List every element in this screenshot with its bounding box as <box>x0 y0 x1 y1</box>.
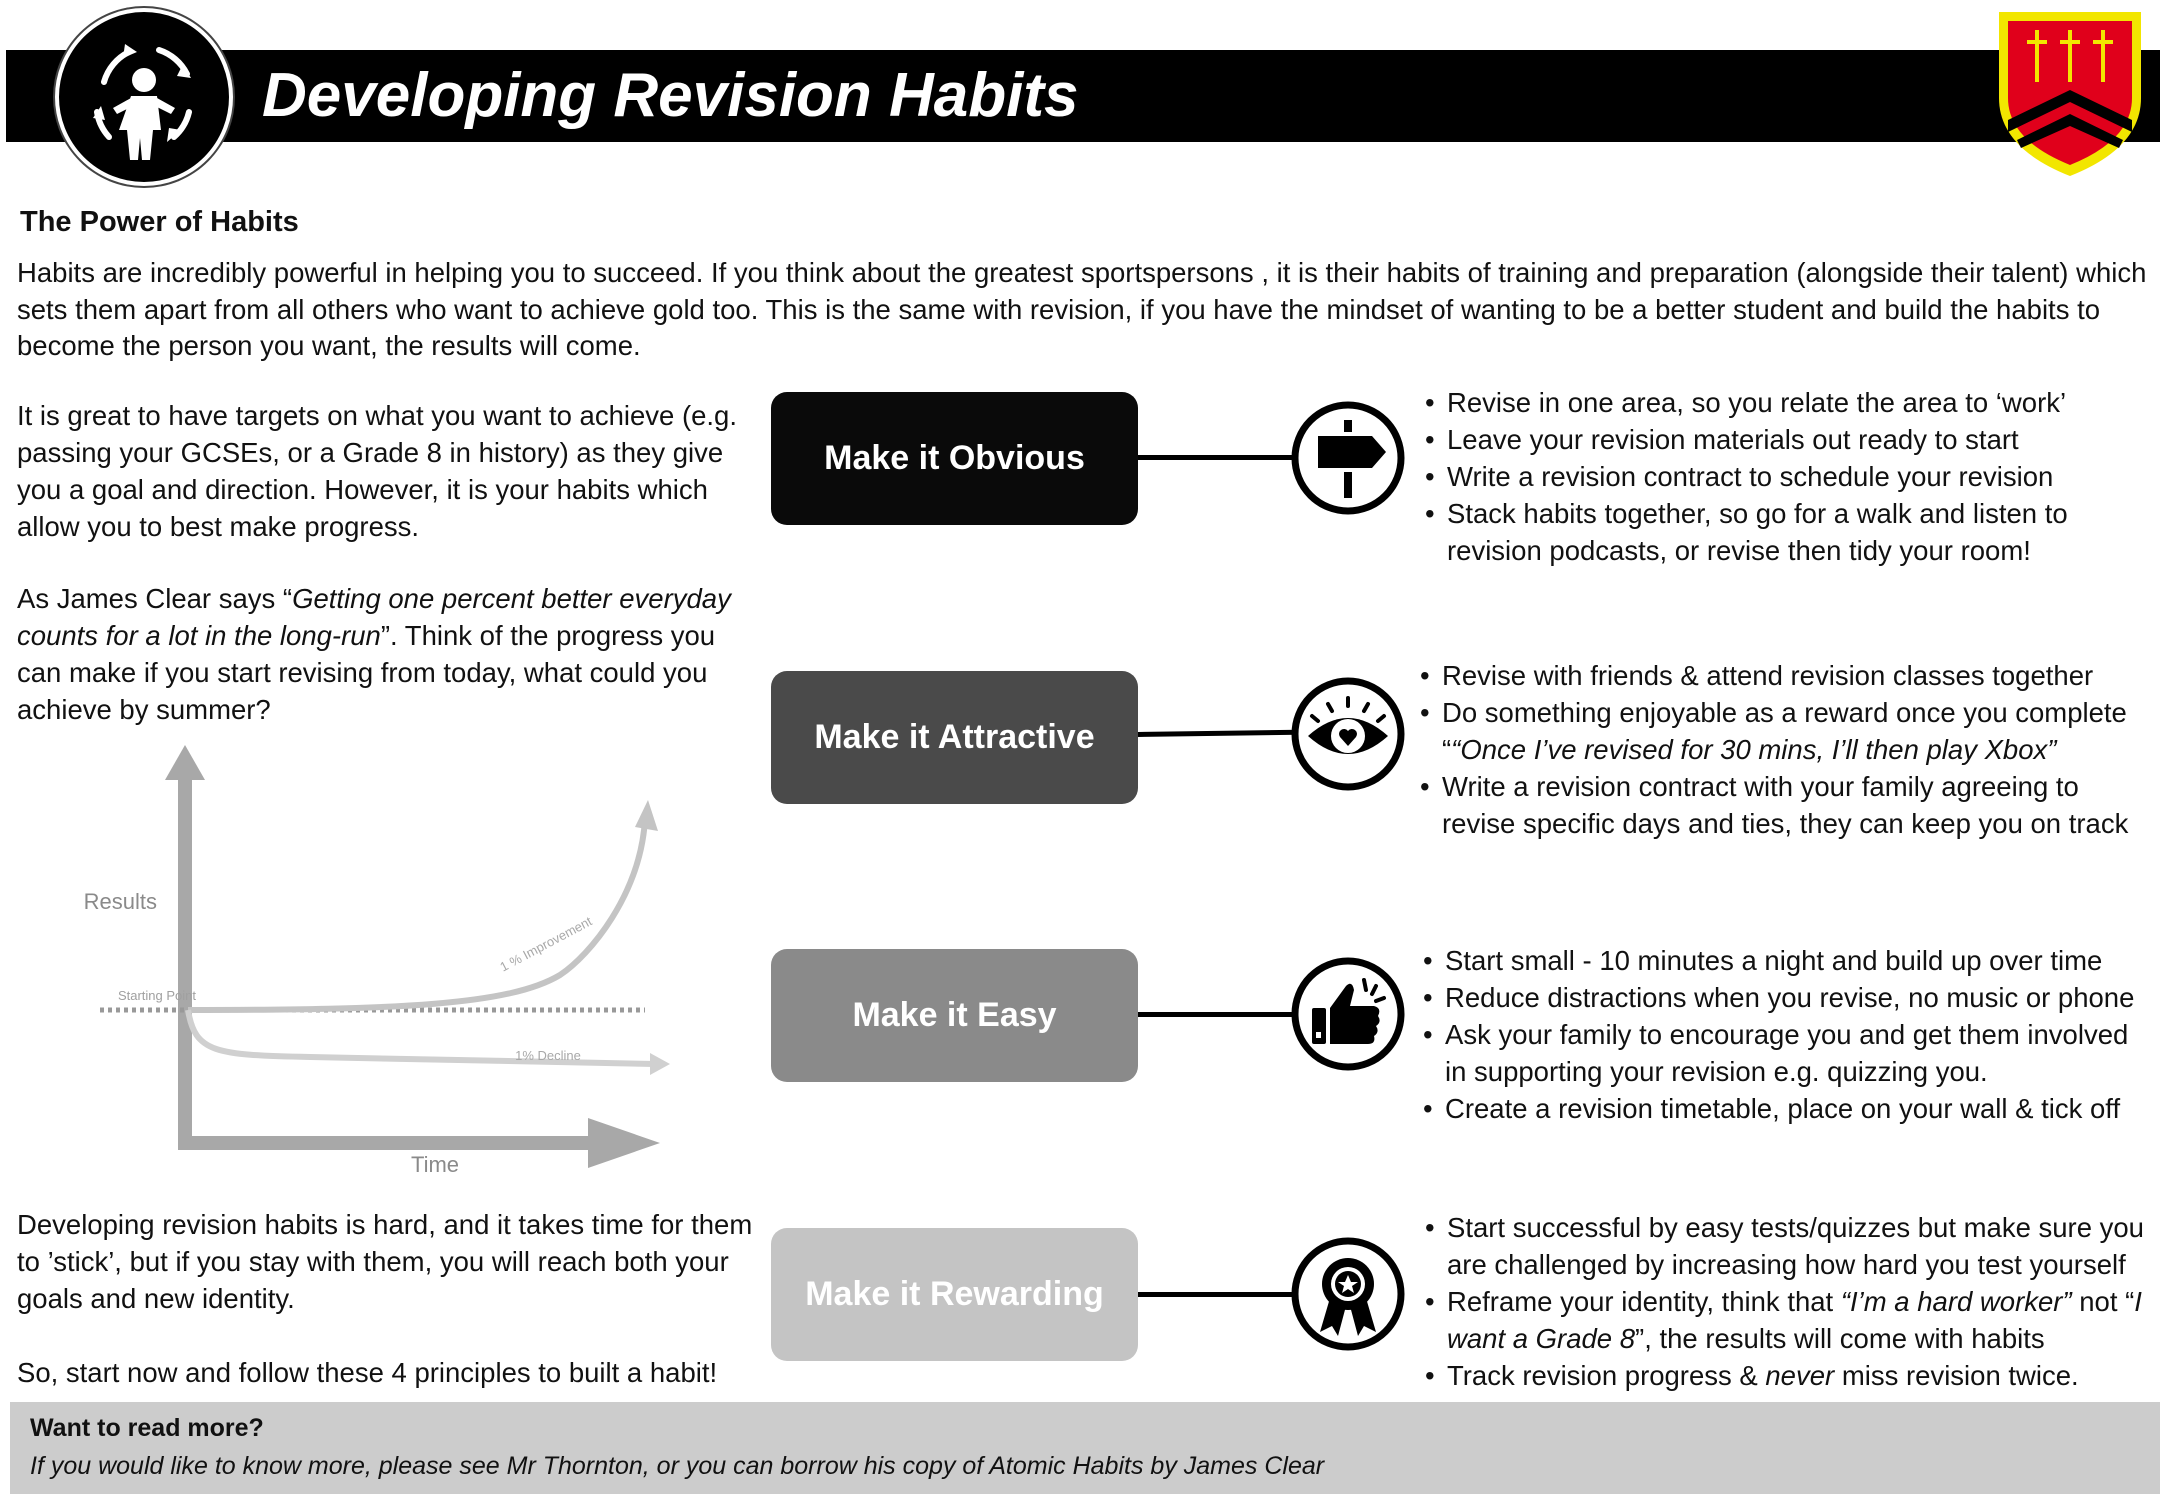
connector-line <box>1138 1292 1298 1297</box>
footer-title: Want to read more? <box>30 1414 264 1442</box>
list-item: • Create a revision timetable, place on your wall & tick off <box>1423 1090 2153 1127</box>
list-item: • Write a revision contract to schedule your revision <box>1425 458 2125 495</box>
school-crest-icon <box>1995 8 2145 180</box>
improvement-chart <box>70 735 690 1185</box>
list-item: • Reduce distractions when you revise, no music or phone <box>1423 979 2153 1016</box>
list-item: • Track revision progress & never miss revision twice. <box>1425 1357 2160 1394</box>
list-item: • Revise with friends & attend revision classes together <box>1420 657 2150 694</box>
make-it-obvious-box: Make it Obvious <box>771 392 1138 525</box>
make-it-easy-box: Make it Easy <box>771 949 1138 1082</box>
james-clear-quote: Getting one percent better everyday counts for a lot in the long-run <box>17 583 731 651</box>
start-now-paragraph: So, start now and follow these 4 principles to built a habit! <box>17 1357 718 1388</box>
list-item: • Ask your family to encourage you and get them involved in supporting your revision e.g. quizzing you. <box>1423 1016 2153 1090</box>
connector-line <box>1138 455 1298 460</box>
obvious-bullets <box>1425 384 2125 569</box>
improvement-curve <box>188 820 645 1010</box>
x-axis-arrow <box>588 1118 660 1168</box>
x-axis-label: Time <box>410 1152 460 1177</box>
connector-line <box>1138 730 1298 737</box>
list-item: • Start successful by easy tests/quizzes but make sure you are challenged by increasing how hard you test yourself <box>1425 1209 2160 1283</box>
section-title: The Power of Habits <box>20 206 299 238</box>
decline-arrow <box>650 1053 670 1075</box>
starting-point-label: Starting Point <box>117 988 197 1003</box>
targets-paragraph: It is great to have targets on what you want to achieve (e.g. passing your GCSEs, or a Grade 8 in history) as they give you a goal and direction. However, it is your habits which allow you to best make progress. <box>17 400 737 542</box>
list-item: • Stack habits together, so go for a walk and listen to revision podcasts, or revise then tidy your room! <box>1425 495 2125 569</box>
attractive-bullets <box>1420 657 2150 842</box>
make-it-rewarding-box: Make it Rewarding <box>771 1228 1138 1361</box>
person-juggling-habits-icon <box>55 8 233 186</box>
list-item: • Do something enjoyable as a reward once you complete ““Once I’ve revised for 30 mins, I’ll then play Xbox” <box>1420 694 2150 768</box>
easy-bullets <box>1423 942 2153 1127</box>
list-item: • Start small - 10 minutes a night and build up over time <box>1423 942 2153 979</box>
y-axis-arrow <box>165 745 205 780</box>
list-item: • Revise in one area, so you relate the area to ‘work’ <box>1425 384 2125 421</box>
connector-line <box>1138 1012 1298 1017</box>
y-axis-label: Results <box>83 889 157 914</box>
page-title: Developing Revision Habits <box>262 61 1079 130</box>
rewarding-bullets <box>1425 1209 2160 1394</box>
list-item: • Leave your revision materials out ready to start <box>1425 421 2125 458</box>
make-it-attractive-box: Make it Attractive <box>771 671 1138 804</box>
improvement-arrow <box>635 800 658 831</box>
intro-paragraph: Habits are incredibly powerful in helping you to succeed. If you think about the greatest sportspersons , it is their habits of training and preparation (alongside their talent) which sets them apart from all others who want to achieve gold too. This is the same with revision, if you have the mindset of wanting to be a better student and build the habits to become the person you want, the results will come. <box>17 257 2147 361</box>
x-axis <box>178 1136 593 1150</box>
improvement-label: 1 % Improvement <box>497 913 595 975</box>
footer-text: If you would like to know more, please see Mr Thornton, or you can borrow his copy of Atomic Habits by James Clear <box>30 1452 1325 1480</box>
decline-label: 1% Decline <box>515 1048 581 1063</box>
list-item: • Reframe your identity, think that “I’m a hard worker” not “I want a Grade 8”, the results will come with habits <box>1425 1283 2160 1357</box>
award-ribbon-icon <box>1290 1236 1406 1352</box>
eye-heart-icon <box>1290 676 1406 792</box>
signpost-icon <box>1290 400 1406 516</box>
decline-curve <box>188 1010 655 1064</box>
y-axis <box>178 775 192 1150</box>
habits-hard-paragraph: Developing revision habits is hard, and it takes time for them to ’stick’, but if you stay with them, you will reach both your goals and new identity. <box>17 1209 753 1314</box>
quote-paragraph: As James Clear says “Getting one percent better everyday counts for a lot in the long-run”. Think of the progress you can make if you start revising from today, what could you achieve by summer? <box>17 583 731 725</box>
thumbs-up-icon <box>1290 956 1406 1072</box>
list-item: • Write a revision contract with your family agreeing to revise specific days and ties, they can keep you on track <box>1420 768 2150 842</box>
